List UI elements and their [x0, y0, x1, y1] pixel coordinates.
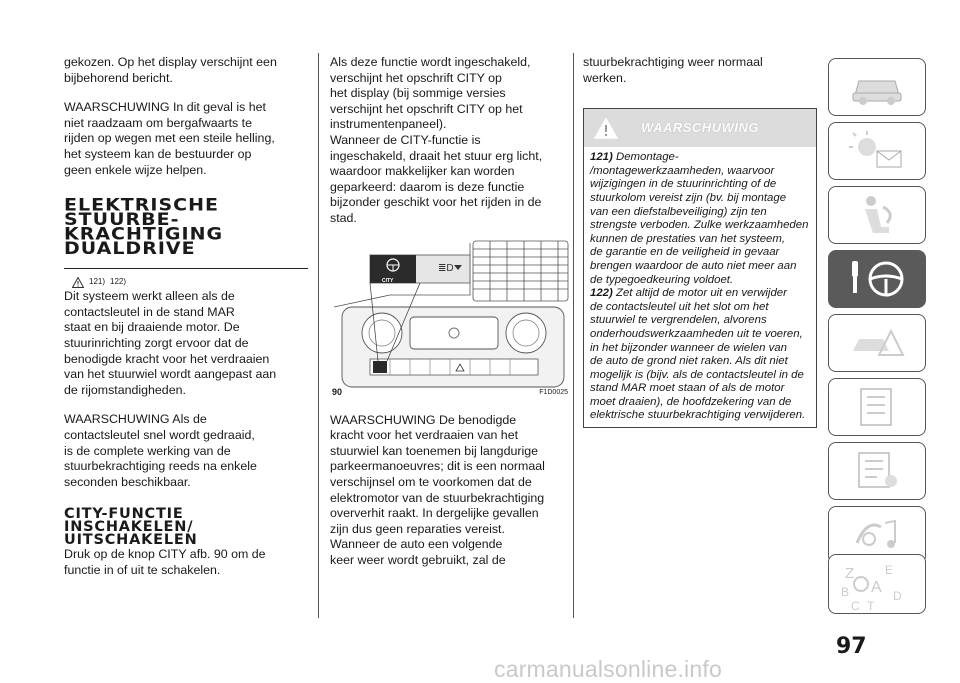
- warning-number: 121): [590, 151, 613, 164]
- warning-text: Demontage- /montagewerkzaamheden, waarvoor wijzigingen in de stuurinrichting of de stuurkolom vereist zijn (bv. bij montage van een diefstalbeveiliging) zijn ten strengste verboden. Zulke werkzaamheden kunnen de prestaties van het systeem, de garantie en de veiligheid in gevaar brengen waardoor de auto niet meer aan de typegoedkeuring voldoet.: [590, 151, 809, 286]
- figure-code: F1D0025: [539, 388, 568, 396]
- paragraph: Als deze functie wordt ingeschakeld, verschijnt het opschrift CITY op het display (bij sommige versies verschijnt het opschrift CITY op het instrumentenpaneel).: [330, 55, 531, 132]
- warning-paragraph: WAARSCHUWING De benodigde kracht voor het verdraaien van het stuurwiel kan toenemen bij langdurige parkeermanoeuvres; dit is een normaal verschijnsel om te voorkomen dat de elektromotor van de stuurbekrachtiging oververhit raakt. In dergelijke gevallen zijn dus geen reparaties vereist. Wanneer de auto een volgende keer weer wordt gebruikt, zal de: [330, 412, 545, 567]
- index-letter: E: [885, 563, 894, 577]
- warning-title: WAARSCHUWING: [641, 120, 759, 136]
- figure-90: [330, 235, 570, 403]
- index-letter: A: [871, 579, 882, 596]
- specifications-tools-icon: [847, 449, 907, 493]
- tab-maintenance[interactable]: [828, 378, 926, 436]
- left-column: [64, 55, 308, 578]
- dashboard-illustration: [330, 235, 570, 403]
- column-divider: [318, 53, 319, 618]
- warning-box: [583, 108, 817, 428]
- page-number: 97: [836, 634, 867, 659]
- tab-safety[interactable]: [828, 186, 926, 244]
- warning-number: 122): [590, 287, 613, 300]
- city-label: CITY: [382, 277, 394, 284]
- paragraph: Druk op de knop CITY afb. 90 om de functie in of uit te schakelen.: [64, 547, 266, 577]
- tab-warning-lights[interactable]: [828, 122, 926, 180]
- section-heading: ELEKTRISCHE STUURBE- KRACHTIGING DUALDRIVE: [64, 195, 224, 259]
- multimedia-icon: [847, 513, 907, 557]
- middle-column: [330, 55, 570, 568]
- watermark: carmanualsonline.info: [494, 656, 722, 682]
- svg-text:≣D: ≣D: [438, 262, 454, 274]
- warning-header: [584, 109, 816, 147]
- maintenance-checklist-icon: [847, 385, 907, 429]
- alphabetical-index-icon: [837, 556, 917, 612]
- tab-technical-data[interactable]: [828, 442, 926, 500]
- warning-triangle-icon: [594, 118, 618, 139]
- index-letter: Z: [845, 565, 855, 582]
- index-letter: B: [841, 585, 850, 599]
- seat-airbag-icon: [847, 193, 907, 237]
- tab-index[interactable]: [828, 554, 926, 614]
- key-steering-wheel-icon: [842, 257, 912, 301]
- warning-text: Zet altijd de motor uit en verwijder de contactsleutel uit het slot om het stuurwiel te vergrendelen, alvorens onderhoudswerkzaamheden uit te voeren, in het bijzonder wanneer de wielen van de auto de grond niet raken. Als dit niet mogelijk is (bijv. als de contactsleutel in de stand MAR moet staan of als de motor moet draaien), de hoofdzekering van de elektrische stuurbekrachtiging verwijderen.: [590, 287, 806, 422]
- subsection-heading: CITY-FUNCTIE INSCHAKELEN/ UITSCHAKELEN: [64, 506, 198, 549]
- warning-paragraph: WAARSCHUWING Als de contactsleutel snel wordt gedraaid, is de complete werking van de stuurbekrachtiging reeds na enkele seconden beschikbaar.: [64, 412, 257, 489]
- warning-paragraph: WAARSCHUWING In dit geval is het niet raadzaam om bergafwaarts te rijden op wegen met een steile helling, het systeem kan de bestuurder op geen enkele wijze helpen.: [64, 100, 275, 177]
- index-letter: C: [851, 599, 860, 612]
- heading-rule: [64, 268, 308, 269]
- figure-number: 90: [332, 386, 343, 397]
- tab-emergency[interactable]: [828, 314, 926, 372]
- warning-body: [584, 147, 816, 427]
- reference-number[interactable]: 121): [89, 277, 106, 287]
- warning-lights-icon: [847, 129, 907, 173]
- right-column: [583, 55, 817, 428]
- tab-starting-driving[interactable]: [828, 250, 926, 308]
- tab-dashboard[interactable]: [828, 58, 926, 116]
- reference-number[interactable]: 122): [110, 277, 127, 287]
- column-divider: [573, 53, 574, 618]
- paragraph: gekozen. Op het display verschijnt een bijbehorend bericht.: [64, 55, 277, 85]
- index-letter: D: [893, 589, 902, 603]
- emergency-triangle-icon: [847, 321, 907, 365]
- paragraph: stuurbekrachtiging weer normaal werken.: [583, 55, 763, 85]
- warning-references: [72, 275, 308, 289]
- warning-triangle-icon: [72, 277, 84, 288]
- paragraph: Wanneer de CITY-functie is ingeschakeld, draait het stuur erg licht, waardoor makkelijker kan worden geparkeerd: daarom is deze functie bijzonder geschikt voor het rijden in de stad.: [330, 132, 543, 225]
- car-dashboard-icon: [847, 67, 907, 107]
- paragraph: Dit systeem werkt alleen als de contactsleutel in de stand MAR staat en bij draaiende motor. De stuurinrichting zorgt ervoor dat de benodigde kracht voor het verdraaien van het stuurwiel wordt aangepast aan de rijomstandigheden.: [64, 289, 277, 397]
- index-letter: T: [867, 599, 875, 612]
